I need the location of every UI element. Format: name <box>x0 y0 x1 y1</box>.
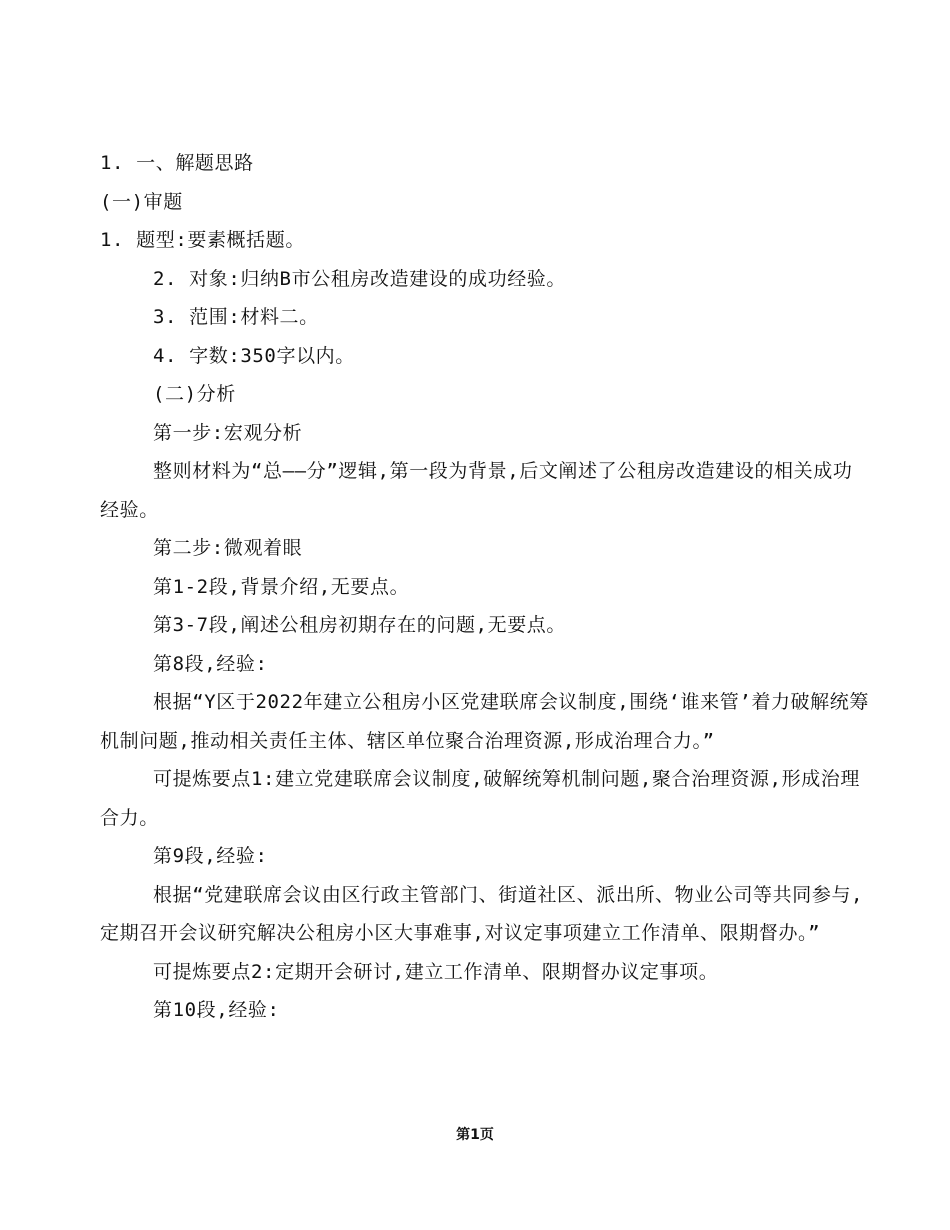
paragraph-9-heading: 第9段,经验: <box>153 845 268 867</box>
item-object: 2. 对象:归纳B市公租房改造建设的成功经验。 <box>153 267 566 290</box>
section-analysis: (二)分析 <box>153 383 236 405</box>
paragraph-1-2-note: 第1-2段,背景介绍,无要点。 <box>153 575 410 598</box>
item-scope: 3. 范围:材料二。 <box>153 306 319 328</box>
key-point-2: 可提炼要点2:定期开会研讨,建立工作清单、限期督办议定事项。 <box>153 960 719 983</box>
paragraph-8-heading: 第8段,经验: <box>153 652 268 675</box>
document-body <box>100 144 870 1030</box>
heading-solution-approach: 1. 一、解题思路 <box>100 152 254 174</box>
item-question-type: 1. 题型:要素概括题。 <box>100 229 305 251</box>
step-one-heading: 第一步:宏观分析 <box>153 421 303 444</box>
step-two-heading: 第二步:微观着眼 <box>153 537 303 559</box>
key-point-1: 可提炼要点1:建立党建联席会议制度,破解统筹机制问题,聚合治理资源,形成治理合力。 <box>100 768 860 829</box>
item-word-count: 4. 字数:350字以内。 <box>153 344 355 367</box>
paragraph-10-heading: 第10段,经验: <box>153 999 280 1021</box>
section-review: (一)审题 <box>100 190 183 213</box>
paragraph-8-quote: 根据“Y区于2022年建立公租房小区党建联席会议制度,围绕‘谁来管’着力破解统筹机制问题,推动相关责任主体、辖区单位聚合治理资源,形成治理合力。” <box>100 691 869 752</box>
paragraph-9-quote: 根据“党建联席会议由区行政主管部门、街道社区、派出所、物业公司等共同参与,定期召开会议研究解决公租房小区大事难事,对议定事项建立工作清单、限期督办。” <box>100 883 864 944</box>
macro-analysis-paragraph: 整则材料为“总——分”逻辑,第一段为背景,后文阐述了公租房改造建设的相关成功经验。 <box>100 460 853 521</box>
paragraph-3-7-note: 第3-7段,阐述公租房初期存在的问题,无要点。 <box>153 614 566 636</box>
page-number: 第1页 <box>456 1127 494 1143</box>
